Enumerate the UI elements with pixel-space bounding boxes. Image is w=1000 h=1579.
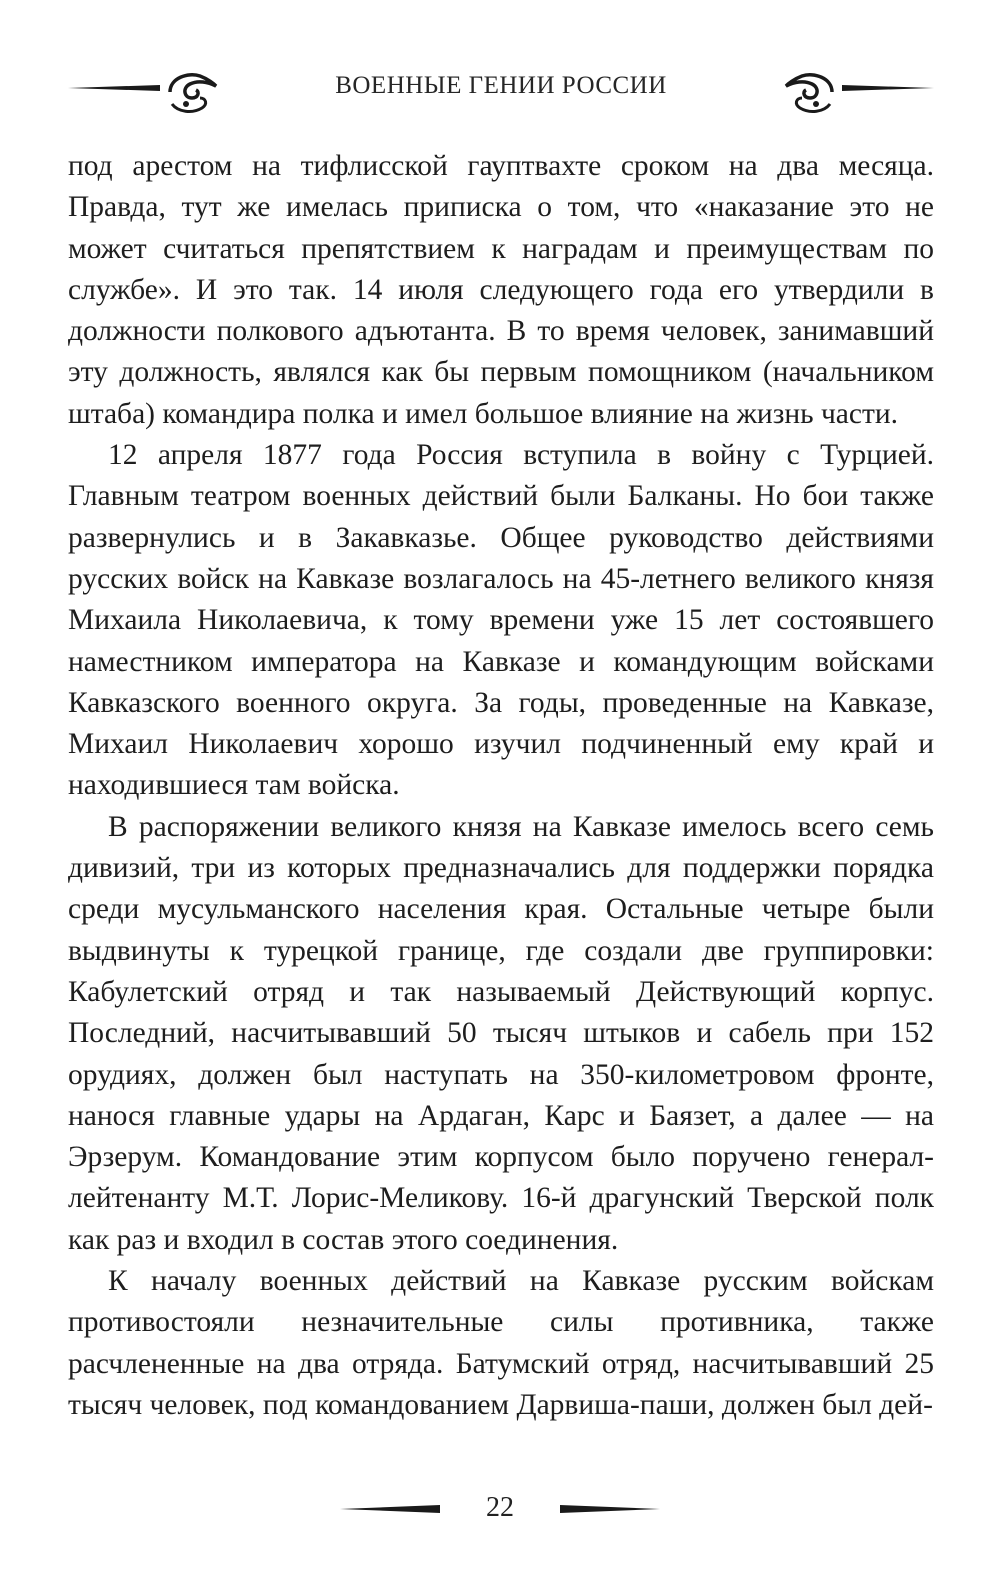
page-number: 22 [486,1492,514,1523]
running-title: ВОЕННЫЕ ГЕНИИ РОССИИ [335,72,667,99]
paragraph: 12 апреля 1877 года Россия вступила в войну с Турцией. Главным театром военных действий были Балканы. Но бои также развернулись и в Закавказье. Общее руководство действиями русских войск на Кавказе возлагалось на 45-летнего великого князя Михаила Николаевича, к тому времени уже 15 лет состоявшего наместником императора на Кавказе и командующим войсками Кавказского военного округа. За годы, проведенные на Кавказе, Михаил Николаевич хорошо изучил подчиненный ему край и находившиеся там войска. [68,439,934,802]
header-rule-right [842,85,934,91]
paragraph: К началу военных действий на Кавказе русским войскам противостояли незначительные силы противника, также расчлененные на два отряда. Батумский отряд, насчитывавший 25 тысяч человек, под командованием Дарвиша-паши, должен был дей- [68,1265,934,1421]
paragraph: под арестом на тифлисской гауптвахте сроком на два месяца. Правда, тут же имелась приписка о том, что «наказание это не может считаться препятствием к наградам и преимуществам по службе». И это так. 14 июля следующего года его утвердили в должности полкового адъютанта. В то время человек, занимавший эту должность, являлся как бы первым помощником (начальником штаба) командира полка и имел большое влияние на жизнь части. [68,150,934,430]
paragraph: В распоряжении великого князя на Кавказе имелось всего семь дивизий, три из которых предназначались для поддержки порядка среди мусульманского населения края. Остальные четыре были выдвинуты к турецкой границе, где создали две группировки: Кабулетский отряд и так называемый Действующий корпус. Последний, насчитывавший 50 тысяч штыков и сабель при 152 орудиях, должен был наступать на 350-километровом фронте, нанося главные удары на Ардаган, Карс и Баязет, а далее — на Эрзерум. Командование этим корпусом было поручено генерал-лейтенанту М.Т. Лорис-Меликову. 16-й драгунский Тверской полк как раз и входил в состав этого соединения. [68,810,934,1256]
scroll-ornament-icon [782,64,840,116]
page-footer [340,1490,660,1540]
body-text [68,146,934,1426]
page-header [68,58,934,118]
footer-rule-right [560,1505,660,1513]
